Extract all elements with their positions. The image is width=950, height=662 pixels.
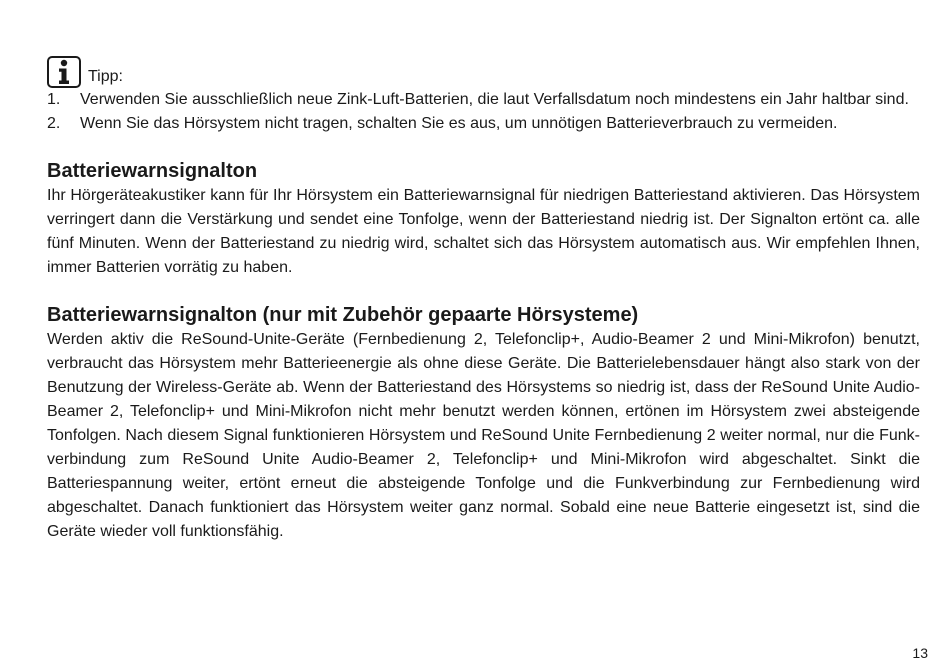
section-battery-warning-paired: [47, 302, 920, 544]
list-item-number: 1.: [47, 91, 61, 108]
list-item-number: 2.: [47, 115, 61, 132]
list-item-text: Verwenden Sie ausschließlich neue Zink-Luft-Batterien, die laut Verfallsdatum noch mindestens ein Jahr haltbar sind.: [80, 91, 909, 108]
list-item: [47, 88, 920, 112]
document-page: [47, 52, 920, 544]
list-item: [47, 112, 920, 136]
tip-header: [47, 52, 920, 88]
list-item-text: Wenn Sie das Hörsystem nicht tragen, schalten Sie es aus, um unnötigen Batterieverbrauch zu vermeiden.: [80, 115, 838, 132]
section-heading: Batteriewarnsignalton: [47, 160, 258, 182]
info-i-glyph: [56, 59, 72, 85]
section-heading: Batteriewarnsignalton (nur mit Zubehör gepaarte Hörsysteme): [47, 304, 639, 326]
page-number: 13: [912, 645, 928, 661]
section-battery-warning: [47, 158, 920, 280]
section-body: Ihr Hörgeräteakustiker kann für Ihr Hörsystem ein Batteriewarnsignal für niedrigen Batteriestand aktivieren. Das Hörsystem verringert dann die Verstärkung und sendet eine Tonfolge, wenn der Batteriestand niedrig ist. Der Signalton ertönt ca. alle fünf Minuten. Wenn der Batteriestand zu niedrig wird, schaltet sich das Hörsystem automatisch aus. Wir empfehlen Ihnen, immer Batterien vorrätig zu haben.: [47, 187, 920, 276]
tip-label: Tipp:: [88, 68, 123, 85]
tip-list: [47, 88, 920, 136]
info-i-icon: [47, 56, 81, 88]
section-body: Werden aktiv die ReSound-Unite-Geräte (Fernbedienung 2, Telefonclip+, Audio-Beamer 2 und Mini-Mikrofon) benutzt, verbraucht das Hörsystem mehr Batterieenergie als ohne diese Geräte. Die Batterielebensdauer hängt also stark von der Benutzung der Wireless-Geräte ab. Wenn der Batteriestand des Hörsystems so niedrig ist, dass der ReSound Unite Audio-Beamer 2, Telefonclip+ und Mini-Mikrofon nicht mehr benutzt werden können, ertönen im Hörsystem zwei absteigende Tonfolgen. Nach diesem Signal funktionieren Hörsystem und ReSound Unite Fernbedienung 2 weiter normal, nur die Funkverbindung zum ReSound Unite Audio-Beamer 2, Telefonclip+ und Mini-Mikrofon wird abgeschaltet. Sinkt die Batteriespannung weiter, ertönt erneut die absteigende Tonfolge und die Funkverbindung zur Fernbedienung wird abgeschaltet. Danach funktioniert das Hörsystem weiter ganz normal. Sobald eine neue Batterie eingesetzt ist, sind die Geräte wieder voll funktionsfähig.: [47, 331, 920, 540]
